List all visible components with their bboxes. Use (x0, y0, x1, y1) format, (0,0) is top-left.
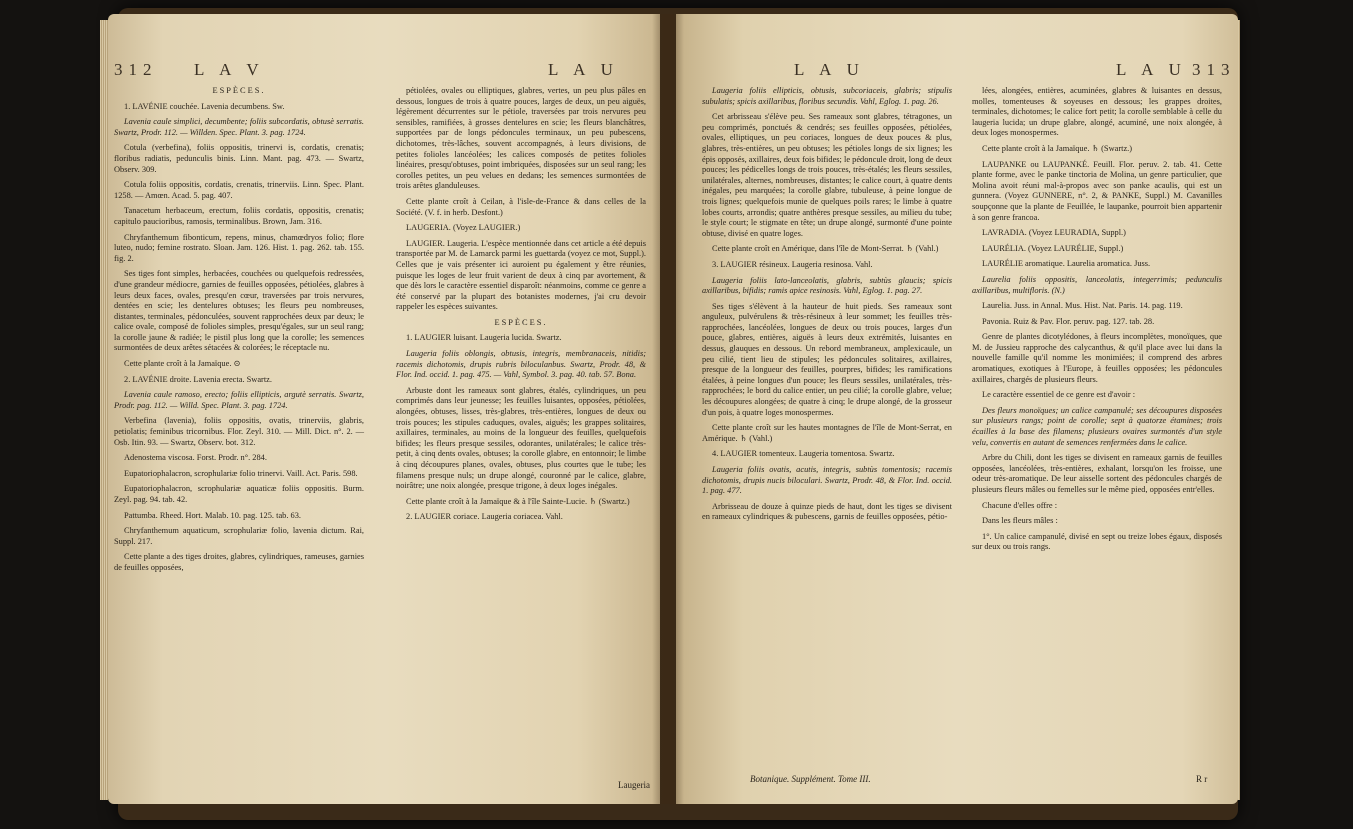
paragraph: Laugeria foliis ellipticis, obtusis, subcoriaceis, glabris; stipulis subulatis; spicis axillaribus, floribus secundis. Vahl, Eglog. 1. pag. 26. (702, 86, 952, 106)
paragraph: LAVRADIA. (Voyez LEURADIA, Suppl.) (982, 228, 1126, 238)
paragraph: 3. LAUGIER résineux. Laugeria resinosa. Vahl. (712, 259, 873, 269)
right-running-head-center: L A U (794, 60, 865, 79)
paragraph: ESPÈCES. (494, 317, 548, 327)
paragraph: Genre de plantes dicotylédones, à fleurs incomplètes, monoïques, que M. de Jussieu rapproche des calycanthus, & qu'il place avec lui dans la nouvelle famille qu'il nomme les monimiées; il comprend des arbres aromatiques, exotiques à l'Europe, à feuilles opposées; les pédoncules axillaires, chargés de plusieurs fleurs. (972, 332, 1222, 384)
paragraph: LAUPANKE ou LAUPANKÉ. Feuill. Flor. peruv. 2. tab. 41. Cette plante forme, avec le panke tinctoria de Molina, un genre particulier, que Molina avoit réuni mal-à-propos avec son panke acaulis, qui est un gunnera. (Voyez GUNNERE, n°. 2, & PANKE, Suppl.) M. Cavanilles soupçonne que la plante de Feuillée, le laupanke, pourroit bien appartenir à son genre francoa. (972, 159, 1222, 222)
paragraph: Cette plante a des tiges droites, glabres, cylindriques, rameuses, garnies de feuilles opposées, (114, 552, 364, 572)
paragraph: Arbuste dont les rameaux sont glabres, étalés, cylindriques, un peu comprimés dans leur jeunesse; les feuilles luisantes, opposées, pétiolées, alongées, obtuses, lisses, très-glabres, très-entières, longues de deux ou trois pouces; les stipules caduques, ovales, aiguës; les grappes solitaires, axillaires, terminales, au moins de la longueur des feuilles, quelquefois bifides; les fleurs presque sessiles, odorantes, unilatérales; le calice très-petit, à cinq dents ovales, obtuses; la corolle glabre, en entonnoir; le limbe à cinq découpures planes, ovales, obtuses, plus courtes que le tube; les filamens presque nuls; un drupe alongé, couronné par le calice, glabre, noirâtre; une noix alongée, presque trigone, à deux loges inégales. (396, 385, 646, 491)
paragraph: Dans les fleurs mâles : (982, 516, 1058, 526)
paragraph: Le caractère essentiel de ce genre est d'avoir : (982, 390, 1136, 400)
paragraph: Cette plante croît à la Jamaïque. ⊙ (124, 359, 241, 369)
paragraph: Laurelia foliis oppositis, lanceolatis, integerrimis; pedunculis axillaribus, multifloris. (N.) (972, 274, 1222, 295)
paragraph: LAUGIER. Laugeria. L'espèce mentionnée dans cet article a été depuis transportée par M. de Lamarck parmi les guettarda (voyez ce mot, Suppl.). Celles que je vais présenter ici auroient pu également y être réunies, puisque les loges de leur fruit varient de deux à cinq par avortement, & que dès lors le caractère essentiel disparoît: néanmoins, comme ce genre a été conservé par la plupart des botanistes modernes, j'ai cru devoir rappeler les espèces suivantes. (396, 238, 646, 312)
paragraph: Laugeria foliis oblongis, obtusis, integris, membranaceis, nitidis; racemis dichotomis, drupis rubris biloculanbus. Swartz, Prodr. 48, & Flor. Ind. occid. 1. pag. 475. — Vahl, Symbol. 3. pag. 40. tab. 57. Bona. (396, 349, 646, 380)
paragraph: Pavonia. Ruiz & Pav. Flor. peruv. pag. 127. tab. 28. (982, 316, 1155, 326)
paragraph: Cette plante croît à la Jamaïque & à l'île Sainte-Lucie. ♄ (Swartz.) (406, 496, 630, 506)
left-running-head: L A V (194, 60, 265, 79)
paragraph: Des fleurs monoïques; un calice campanulé; ses découpures disposées sur plusieurs rangs; point de corolle; sept à quatorze étamines; trois écailles à la base des filamens; plusieurs ovaires surmontés d'un style velu, convertis en autant de semences renfermées dans le calice. (972, 405, 1222, 447)
paragraph: Lavenia caule simplici, decumbente; foliis subcordatis, obtusè serratis. Swartz, Prodr. 112. — Willden. Spec. Plant. 3. pag. 1724. (114, 117, 364, 137)
page-signature: Botanique. Supplément. Tome III. (750, 774, 871, 784)
paragraph: Cette plante croît sur les hautes montagnes de l'île de Mont-Serrat, en Amérique. ♄ (Vahl.) (702, 423, 952, 443)
paragraph: Cet arbrisseau s'élève peu. Ses rameaux sont glabres, tétragones, un peu comprimés, ponctués & cendrés; ses feuilles opposées, pétiolées, ovales, elliptiques, un peu coriaces, longues de deux pouces & plus, glabres, très-entières, un peu obtuses; les pétioles longs de six lignes; les épis opposés, axillaires, deux fois bifides; le pédoncule droit, long de deux pouces; les pédicelles longs de trois pouces, très-étalés; les fleurs sessiles, unilatérales, alternes, nombreuses, distantes; le calice court, à quatre dents inégales, peu marquées; la corolle glabre, tubuleuse, à peine longue de trois lignes; quelquefois munie de quelques poils rares; le limbe à quatre lobes courts, arrondis; quatre anthères presque sessiles, au milieu du tube; le style court; le stigmate en tête; un drupe alongé, surmonté d'une pointe obtuse, divisé en quatre loges. (702, 112, 952, 238)
paragraph: Cette plante croît en Amérique, dans l'île de Mont-Serrat. ♄ (Vahl.) (712, 244, 939, 254)
right-page-number: 313 (1192, 60, 1236, 79)
paragraph: Eupatoriophalacron, scrophulariæ folio trinervi. Vaill. Act. Paris. 598. (124, 468, 358, 478)
left-column-1 (114, 86, 364, 579)
paragraph: Chacune d'elles offre : (982, 500, 1058, 510)
paragraph: Laugeria foliis lato-lanceolatis, glabris, subtùs glaucis; spicis axillaribus, bifidis; ramis apice resinosis. Vahl, Eglog. 1. pag. 27. (702, 275, 952, 296)
paragraph: ESPÈCES. (212, 86, 266, 95)
paragraph: Laugeria foliis ovatis, acutis, integris, subtùs tomentosis; racemis dichotomis, drupis nucis biloculari. Swartz, Prodr. 48, & Flor. Ind. occid. 1. pag. 477. (702, 465, 952, 496)
left-running-head-center: L A U (548, 60, 619, 79)
right-page (676, 14, 1238, 804)
paragraph: Adenostema viscosa. Forst. Prodr. n°. 284. (124, 453, 267, 463)
left-column-2 (396, 86, 646, 528)
paragraph: 1. LAVÉNIE couchée. Lavenia decumbens. Sw. (124, 101, 285, 111)
paragraph: LAURÉLIE aromatique. Laurelia aromatica. Juss. (982, 259, 1151, 269)
paragraph: 4. LAUGIER tomenteux. Laugeria tomentosa. Swartz. (712, 449, 895, 459)
paragraph: Lavenia caule ramoso, erecto; foliis ellipticis, argutè serratis. Swartz, Prodr. pag. 112. — Willd. Spec. Plant. 3. pag. 1724. (114, 390, 364, 410)
paragraph: LAUGERIA. (Voyez LAUGIER.) (406, 223, 521, 233)
paragraph: Arbre du Chili, dont les tiges se divisent en rameaux garnis de feuilles opposées, lancéolées, très-entières, exhalant, lorsqu'on les froisse, une odeur très-aromatique. De leur aisselle sortent des pédoncules chargés de plusieurs fleurs mâles ou femelles sur le même pied, opposées entr'elles. (972, 453, 1222, 494)
paragraph: Pattumba. Rheed. Hort. Malab. 10. pag. 125. tab. 63. (124, 510, 302, 520)
left-catchword: Laugeria (618, 780, 650, 790)
left-page (108, 14, 660, 804)
paragraph: Verbefina (lavenia), foliis oppositis, ovatis, trinerviis, glabris, petiolatis; feminibus tricornibus. Flor. Zeyl. 310. — Mill. Dict. n°. 2. — Osb. Itin. 93. — Swartz, Observ. bot. 312. (114, 416, 364, 447)
paragraph: lées, alongées, entières, acuminées, glabres & luisantes en dessus, molles, tomenteuses & soyeuses en dessous; les grappes droites, terminales, dichotomes; le calice fort petit; la corolle semblable à celle du laugeria lucida; un drupe glabre, alongé, acuminé, une noix alongée, à deux loges monospermes. (972, 86, 1222, 138)
paragraph: Arbrisseau de douze à quinze pieds de haut, dont les tiges se divisent en rameaux cylindriques & pubescens, garnis de feuilles opposées, pétio- (702, 501, 952, 522)
paragraph: pétiolées, ovales ou elliptiques, glabres, vertes, un peu plus pâles en dessous, longues de trois à quatre pouces, larges de deux, un peu aiguës, légèrement décurrentes sur le pétiole, traversées par trois nervures peu sensibles, ramifiées, à grosses dentelures en scie; les fleurs blanchâtres, supportées par de longs pédoncules terminaux, un peu pubescens, dichotomes, très-lâches, souvent accompagnés, à leurs divisions, de petites folioles lancéolées; les calices composés de petites folioles linéaires, presqu'obtuses, point imbriquées, disposées sur un seul rang; les corolles petites, un peu velues en dedans; les semences surmontées de trois arêtes glanduleuses. (396, 86, 646, 191)
paragraph: Cette plante croît à la Jamaïque. ♄ (Swartz.) (982, 143, 1133, 153)
paragraph: 1°. Un calice campanulé, divisé en sept ou treize lobes égaux, disposés sur deux ou trois rangs. (972, 531, 1222, 552)
left-page-number: 312 (114, 60, 158, 79)
book-gutter (652, 14, 684, 804)
paragraph: Cotula (verbefina), foliis oppositis, trinervi is, cordatis, crenatis; floribus radiatis, pedunculis binis. Linn. Mant. pag. 473. — Swartz, Observ. 309. (114, 143, 364, 174)
right-column-1 (702, 86, 952, 528)
paragraph: Cotula foliis oppositis, cordatis, crenatis, trinerviis. Linn. Spec. Plant. 1258. — Amœn. Acad. 5. pag. 407. (114, 180, 364, 200)
paragraph: Laurelia. Juss. in Annal. Mus. Hist. Nat. Paris. 14. pag. 119. (982, 301, 1183, 311)
paragraph: 1. LAUGIER luisant. Laugeria lucida. Swartz. (406, 333, 562, 343)
paragraph: Ses tiges s'élèvent à la hauteur de huit pieds. Ses rameaux sont anguleux, pulvérulens & très-résineux à leur sommet; les feuilles très-rapprochées, lancéolées, longues de deux ou trois pouces, larges d'un pouce, glabres, entières, aiguës à leurs deux extrémités, luisantes en dessus, glauques en dessous. Un rebord membraneux, amplexicaule, un peu cilié, tient lieu de stipules; les pédoncules solitaires, axillaires, presque de la longueur des feuilles, pourpres, bifides; les ramifications étalées, à peine longues d'un pouce; les fleurs sessiles, unilatérales, très-rapprochées; le bord du calice entier, un peu cilié; la corolle glabre, velue; les découpures alongées; de quatre à cinq; le drupe alongé, de la grosseur d'un pois, à quatre loges monospermes. (702, 301, 952, 417)
right-running-head: L A U (1116, 60, 1187, 79)
paragraph: Cette plante croît à Ceilan, à l'isle-de-France & dans celles de la Société. (V. f. in herb. Desfont.) (396, 196, 646, 217)
paragraph: Tanacetum herbaceum, erectum, foliis cordatis, oppositis, crenatis; capitulo paucioribus, ramosis, terminalibus. Brown, Jam. 316. (114, 206, 364, 226)
right-catchword: R r (1196, 774, 1208, 784)
left-page-edges (100, 20, 108, 800)
paragraph: Ses tiges font simples, herbacées, couchées ou quelquefois redressées, d'une grandeur médiocre, garnies de feuilles opposées, pétiolées, glabres à leurs deux faces, ovales, presqu'en cœur, traversées par trois nervures, dentées en scie; les dentelures obtuses; les fleurs peu nombreuses, distantes, terminales, pédonculées, souvent rapprochées deux par deux; le calice ovale, composé de folioles simples, presqu'égales, sur un seul rang; la corolle jaune & radiée; le pistil plus long que la corolle; les semences surmontées de deux arêtes sétacées & colorées; le réceptacle nu. (114, 269, 364, 353)
paragraph: Eupatoriophalacron, scrophulariæ aquaticæ foliis oppositis. Burm. Zeyl. pag. 94. tab. 42. (114, 484, 364, 504)
paragraph: Chryfanthemum fibonticum, repens, minus, chamœdryos folio; flore luteo, nudo; femine rostrato. Sloan. Jam. 126. Hist. 1. pag. 262. tab. 155. fig. 2. (114, 232, 364, 263)
paragraph: 2. LAVÉNIE droite. Lavenia erecta. Swartz. (124, 374, 272, 384)
right-column-2 (972, 86, 1222, 558)
paragraph: Chryfanthemum aquaticum, scrophulariæ folio, lavenia dictum. Rai, Suppl. 217. (114, 526, 364, 546)
paragraph: LAURÉLIA. (Voyez LAURÉLIE, Suppl.) (982, 243, 1124, 253)
paragraph: 2. LAUGIER coriace. Laugeria coriacea. Vahl. (406, 512, 563, 522)
